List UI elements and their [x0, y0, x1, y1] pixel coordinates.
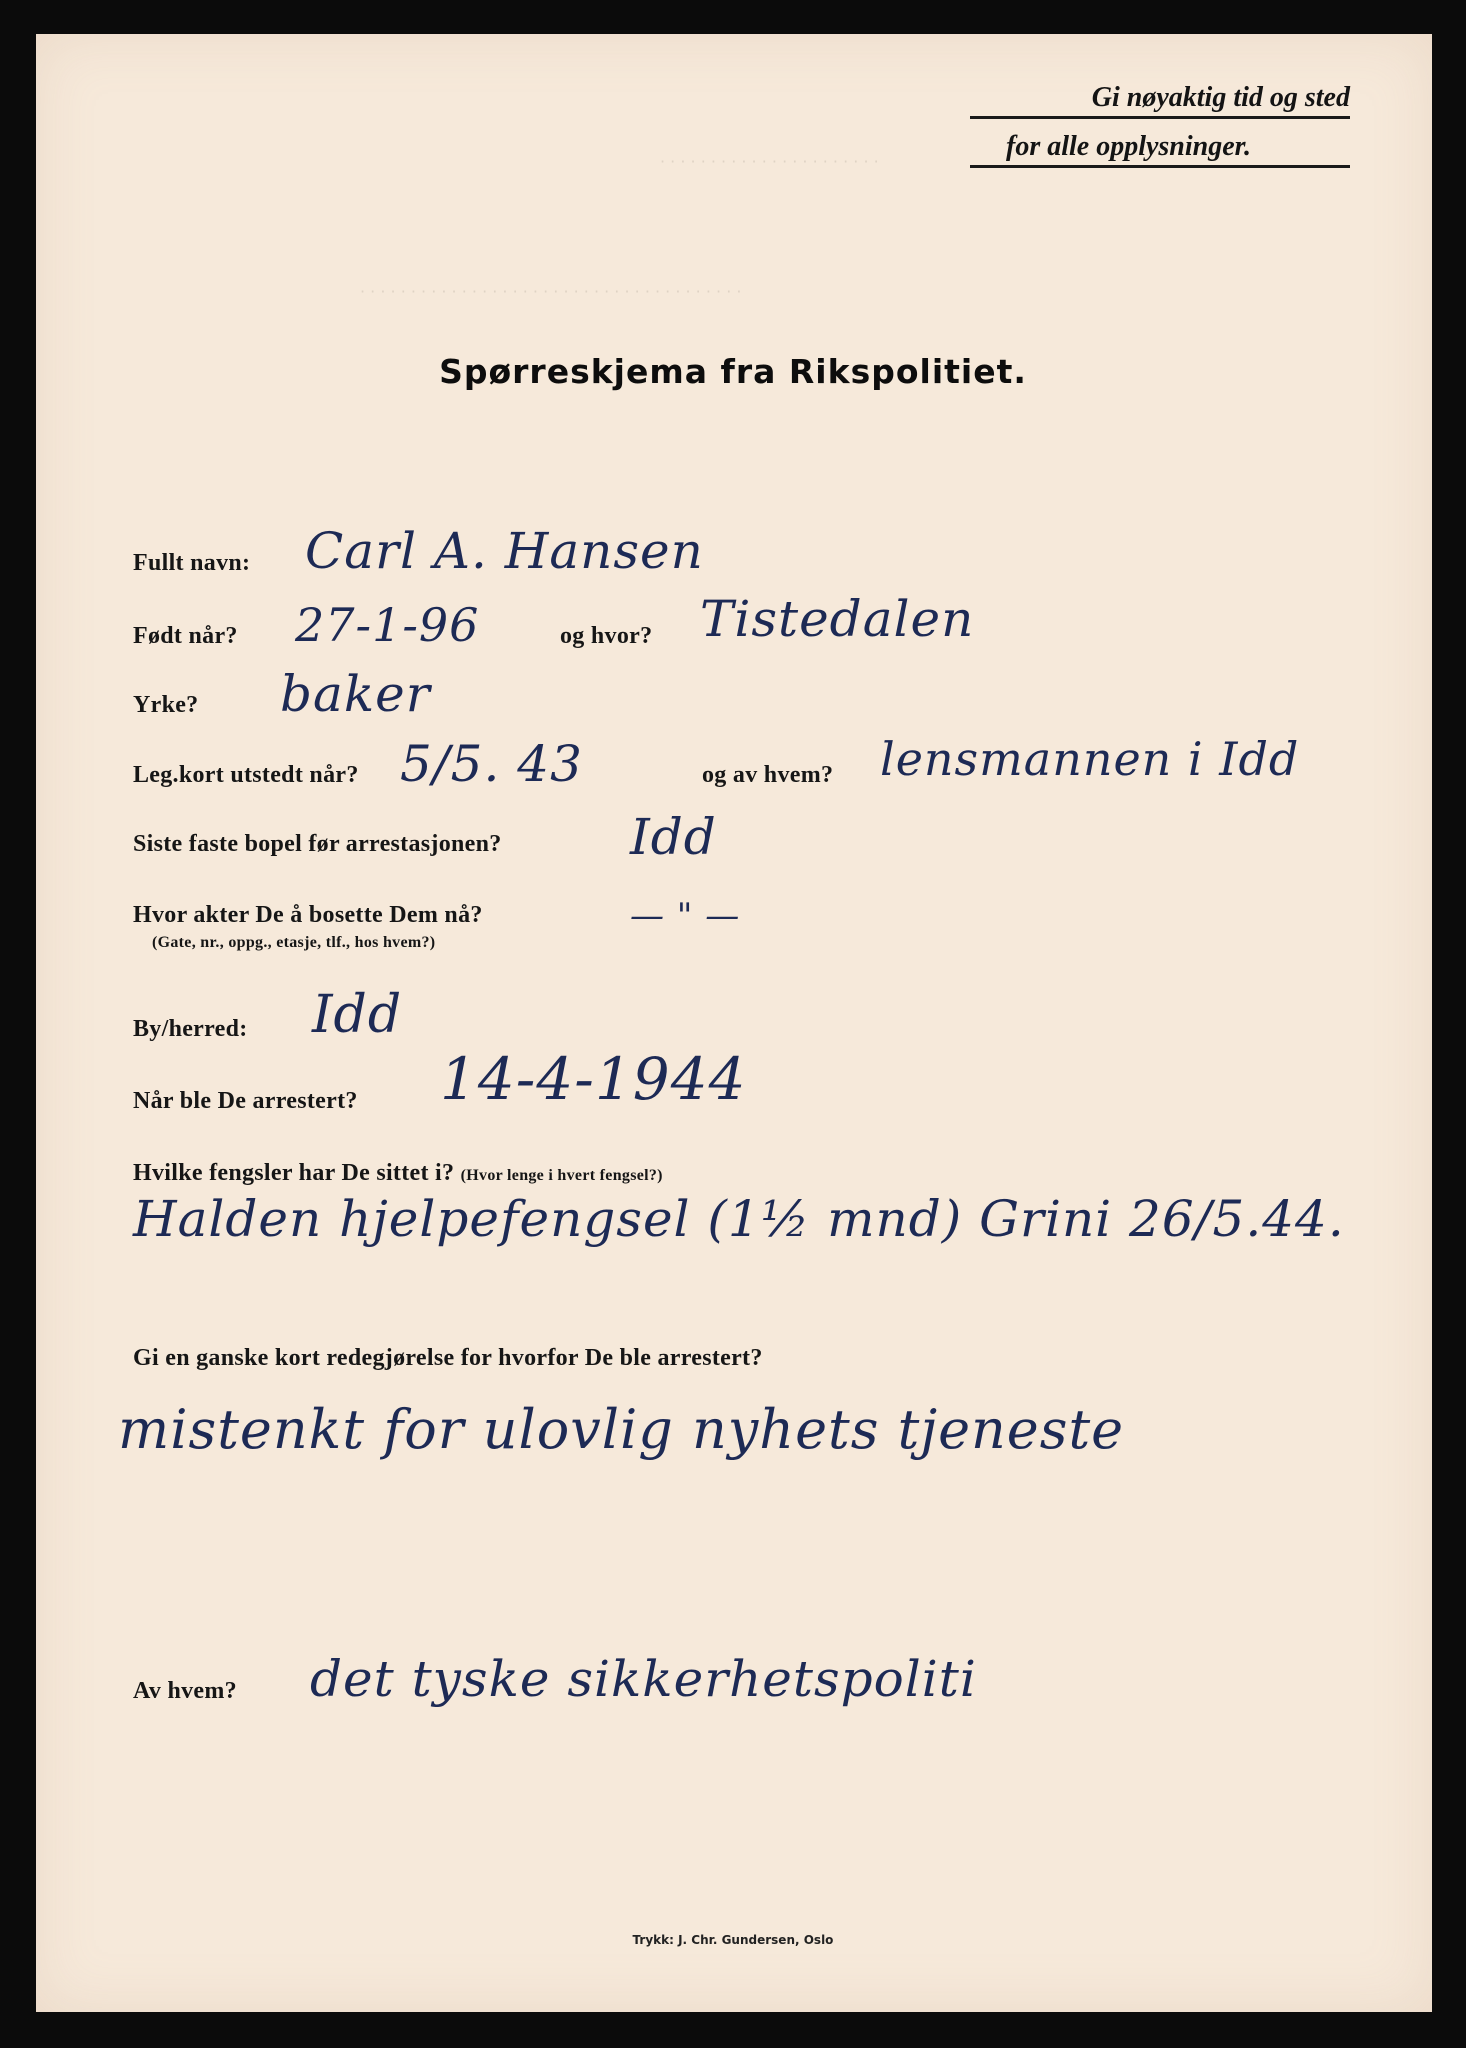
instruction-box	[970, 76, 1350, 174]
full-name-value: Carl A. Hansen	[305, 522, 704, 580]
arrest-date-label: Når ble De arrestert?	[133, 1088, 358, 1114]
id-card-date-value: 5/5. 43	[400, 735, 583, 793]
full-name-label: Fullt navn:	[133, 550, 251, 576]
form-title: Spørreskjema fra Rikspolitiet.	[439, 352, 1027, 391]
born-where-label: og hvor?	[560, 623, 653, 649]
printer-imprint: Trykk: J. Chr. Gundersen, Oslo	[632, 1933, 834, 1947]
issued-by-value: lensmannen i Idd	[880, 732, 1300, 786]
prisons-label	[133, 1160, 663, 1187]
born-label: Født når?	[133, 623, 238, 649]
prisons-value: Halden hjelpefengsel (1½ mnd) Grini 26/5.44.	[133, 1190, 1345, 1248]
instruction-line-2: for alle opplysninger.	[970, 125, 1350, 168]
born-value: 27-1-96	[295, 598, 480, 652]
arrested-by-label: Av hvem?	[133, 1678, 237, 1704]
reason-label: Gi en ganske kort redegjørelse for hvorfor De ble arrestert?	[133, 1345, 763, 1371]
last-address-label: Siste faste bopel før arrestasjonen?	[133, 831, 502, 857]
settle-value: — " —	[630, 896, 741, 936]
instruction-line-1: Gi nøyaktig tid og sted	[970, 76, 1350, 119]
settle-label: Hvor akter De å bosette Dem nå?	[133, 902, 483, 928]
issued-by-label: og av hvem?	[702, 762, 834, 788]
last-address-value: Idd	[630, 808, 717, 866]
id-card-label: Leg.kort utstedt når?	[133, 762, 359, 788]
reason-value: mistenkt for ulovlig nyhets tjeneste	[118, 1398, 1125, 1461]
arrest-date-value: 14-4-1944	[440, 1045, 747, 1113]
prisons-hint: (Hvor lenge i hvert fengsel?)	[460, 1167, 663, 1184]
district-value: Idd	[312, 985, 403, 1045]
bleed-through-text: · · · · · · · · · · · · · · · · · · · · · ·	[660, 152, 879, 171]
occupation-value: baker	[280, 665, 431, 723]
district-label: By/herred:	[133, 1016, 248, 1042]
arrested-by-value: det tyske sikkerhetspoliti	[310, 1650, 977, 1708]
prisons-question: Hvilke fengsler har De sittet i?	[133, 1160, 455, 1186]
settle-hint: (Gate, nr., oppg., etasje, tlf., hos hvem?)	[152, 934, 436, 951]
born-where-value: Tistedalen	[700, 590, 975, 648]
occupation-label: Yrke?	[133, 692, 199, 718]
bleed-through-text: · · · · · · · · · · · · · · · · · · · · · · · · · · · · · · · · · · · · · ·	[360, 282, 742, 301]
